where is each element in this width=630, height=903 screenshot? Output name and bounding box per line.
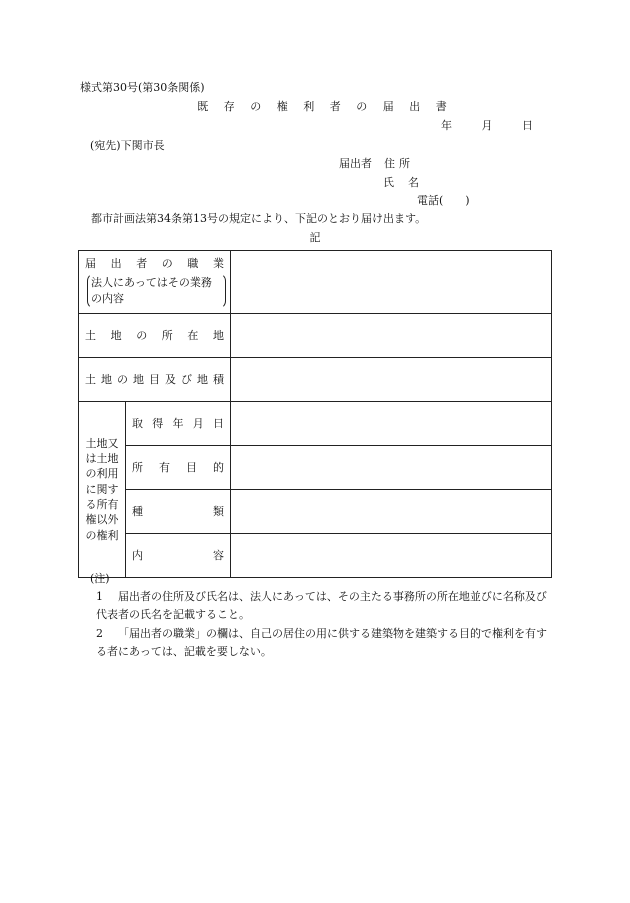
label-char: 内 — [132, 549, 143, 563]
notifier-address-label — [339, 158, 410, 169]
label-char: の — [161, 257, 173, 270]
label-char: の — [136, 329, 148, 343]
table-row-kind — [79, 489, 552, 533]
label-char: 類 — [213, 505, 225, 519]
label-char: 土 — [85, 329, 96, 343]
occupation-label-cell — [79, 251, 231, 314]
label-char: 容 — [213, 549, 225, 563]
label-char: び — [181, 373, 192, 387]
kind-input-cell[interactable] — [231, 489, 552, 533]
note-text: 届出者の住所及び氏名は、法人にあっては、その主たる事務所の所在地並びに名称及び代表者の氏名を記載すること。 — [96, 590, 547, 621]
form-title: 既 存 の 権 利 者 の 届 出 書 — [197, 100, 453, 113]
note-text: 「届出者の職業」の欄は、自己の居住の用に供する建築物を建築する目的で権利を有する者にあっては、記載を要しない。 — [96, 627, 547, 658]
label-char: 月 — [192, 417, 204, 431]
label-char: 所 — [132, 461, 143, 475]
label-char: 的 — [213, 461, 224, 475]
table-row-location — [79, 313, 552, 357]
notifier-label: 届出者 — [339, 157, 372, 170]
label-char: 届 — [85, 257, 96, 270]
note-number: 1 — [96, 590, 103, 603]
statement-text: 都市計画法第34条第13号の規定により、下記のとおり届け出ます。 — [91, 212, 427, 225]
label-char: 職 — [187, 257, 199, 270]
address-label-1: 住 — [384, 157, 395, 170]
label-char: 業 — [212, 257, 224, 270]
note-item-1 — [96, 588, 556, 624]
label-char: 取 — [132, 417, 143, 431]
location-label-cell — [79, 313, 231, 357]
note-item-2 — [96, 625, 556, 661]
address-label-2: 所 — [399, 157, 410, 170]
purpose-label-cell — [126, 445, 231, 489]
label-char: 地 — [133, 373, 144, 387]
label-char: 目 — [149, 373, 160, 387]
rights-group-label: 土地又は土地の利用に関する所有権以外の権利 — [85, 436, 119, 542]
acquired-date-label — [126, 415, 230, 431]
label-char: 地 — [212, 329, 224, 343]
content-input-cell[interactable] — [231, 533, 552, 577]
content-label-cell — [126, 533, 231, 577]
label-char: 土 — [85, 373, 96, 387]
label-char: 有 — [159, 461, 170, 475]
kind-label-cell — [126, 489, 231, 533]
occupation-input-cell[interactable] — [231, 251, 552, 314]
ki-heading: 記 — [309, 231, 321, 244]
label-char: 日 — [213, 417, 224, 431]
label-char: 地 — [110, 329, 122, 343]
label-char: 者 — [136, 257, 148, 270]
land-category-label-cell — [79, 357, 231, 401]
phone-label: 電話( ) — [417, 194, 470, 207]
label-char: の — [117, 373, 128, 387]
table-row-occupation — [79, 251, 552, 314]
detail-table — [78, 250, 552, 578]
table-row-acquired-date — [79, 401, 552, 445]
table-row-purpose — [79, 445, 552, 489]
note-number: 2 — [96, 627, 103, 640]
rights-group-cell — [79, 401, 126, 577]
acquired-date-label-cell — [126, 401, 231, 445]
label-char: 在 — [187, 329, 199, 343]
content-label — [126, 547, 230, 563]
label-char: 得 — [152, 417, 164, 431]
label-char: 種 — [132, 505, 143, 519]
date-year: 年 — [441, 119, 452, 132]
label-char: 及 — [165, 373, 176, 387]
occupation-label — [79, 251, 230, 271]
acquired-date-input-cell[interactable] — [231, 401, 552, 445]
location-label — [79, 327, 230, 343]
land-category-label — [79, 371, 230, 387]
purpose-label — [126, 459, 230, 475]
table-row-land-category — [79, 357, 552, 401]
form-number: 様式第30号(第30条関係) — [80, 81, 205, 94]
label-char: 出 — [110, 257, 122, 270]
notifier-name-label — [383, 177, 419, 188]
label-char: 積 — [213, 373, 224, 387]
table-row-content — [79, 533, 552, 577]
name-label-2: 名 — [408, 176, 419, 189]
name-label-1: 氏 — [383, 176, 394, 189]
label-char: 目 — [186, 461, 197, 475]
label-char: 地 — [101, 373, 112, 387]
location-input-cell[interactable] — [231, 313, 552, 357]
kind-label — [126, 503, 230, 519]
occupation-note: 法人にあってはその業務の内容 — [87, 273, 226, 309]
label-char: 地 — [197, 373, 208, 387]
addressee: (宛先)下関市長 — [90, 139, 165, 152]
notes-heading: (注) — [90, 572, 110, 585]
date-line — [441, 120, 533, 131]
purpose-input-cell[interactable] — [231, 445, 552, 489]
date-day: 日 — [522, 119, 533, 132]
label-char: 年 — [172, 417, 184, 431]
label-char: 所 — [161, 329, 173, 343]
date-month: 月 — [481, 119, 493, 132]
land-category-input-cell[interactable] — [231, 357, 552, 401]
